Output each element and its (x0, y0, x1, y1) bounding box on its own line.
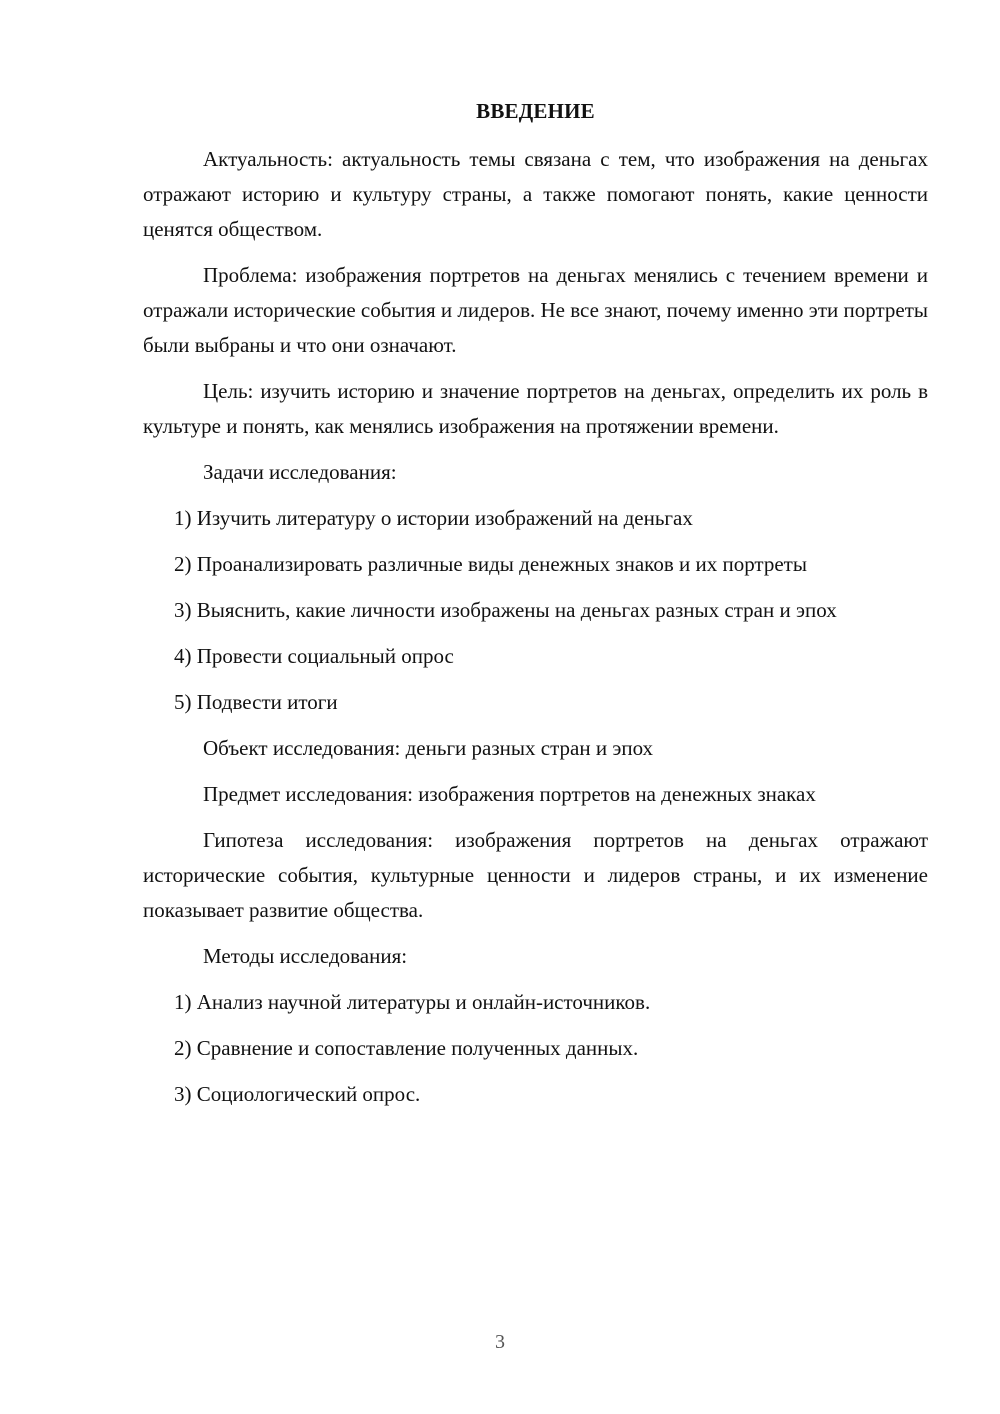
subject-paragraph: Предмет исследования: изображения портретов на денежных знаках (203, 782, 816, 806)
tasks-heading: Задачи исследования: (203, 460, 397, 484)
task-item-1: 1) Изучить литературу о истории изображений на деньгах (174, 506, 693, 530)
task-item-5: 5) Подвести итоги (174, 690, 338, 714)
task-item-4: 4) Провести социальный опрос (174, 644, 454, 668)
problem-paragraph: Проблема: изображения портретов на деньгах менялись с течением времени и отражали исторические события и лидеров. Не все знают, почему именно эти портреты были выбраны и что они означают. (143, 263, 928, 357)
method-item-1: 1) Анализ научной литературы и онлайн-источников. (174, 990, 651, 1014)
method-item-3: 3) Социологический опрос. (174, 1082, 421, 1106)
task-item-3: 3) Выяснить, какие личности изображены на деньгах разных стран и эпох (174, 598, 837, 622)
section-title: ВВЕДЕНИЕ (476, 99, 595, 123)
document-page (143, 94, 928, 1123)
relevance-paragraph: Актуальность: актуальность темы связана с тем, что изображения на деньгах отражают историю и культуру страны, а также помогают понять, какие ценности ценятся обществом. (143, 147, 928, 241)
page-number: 3 (495, 1331, 505, 1353)
methods-heading: Методы исследования: (203, 944, 408, 968)
task-item-2: 2) Проанализировать различные виды денежных знаков и их портреты (174, 552, 807, 576)
goal-paragraph: Цель: изучить историю и значение портретов на деньгах, определить их роль в культуре и понять, как менялись изображения на протяжении времени. (143, 379, 928, 438)
object-paragraph: Объект исследования: деньги разных стран и эпох (203, 736, 654, 760)
hypothesis-paragraph: Гипотеза исследования: изображения портретов на деньгах отражают исторические события, культурные ценности и лидеров страны, и их изменение показывает развитие общества. (143, 828, 928, 922)
method-item-2: 2) Сравнение и сопоставление полученных данных. (174, 1036, 639, 1060)
